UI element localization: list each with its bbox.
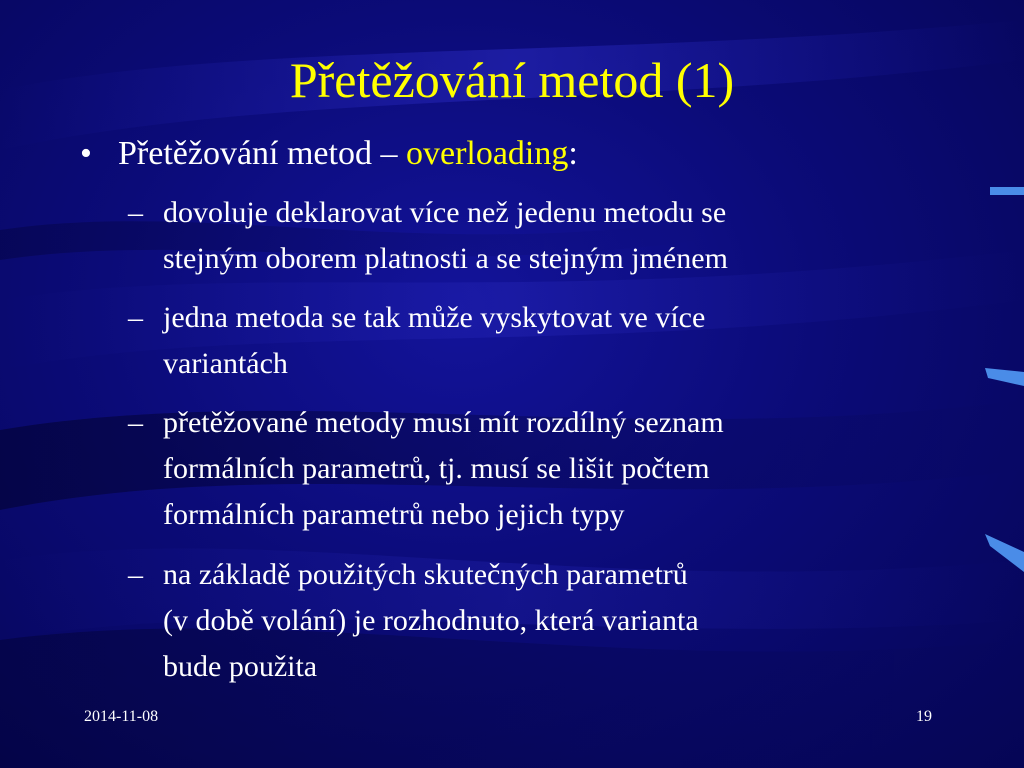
sub-bullet-dash: – xyxy=(128,406,143,439)
sub-bullet-line: formálních parametrů nebo jejich typy xyxy=(163,498,625,531)
sub-bullet xyxy=(128,552,928,690)
footer-page-number: 19 xyxy=(916,708,932,725)
main-bullet-text: Přetěžování metod – xyxy=(118,135,406,172)
bullet-marker: • xyxy=(80,135,92,172)
sub-bullet xyxy=(128,400,928,538)
slide-title: Přetěžování metod (1) xyxy=(289,52,735,108)
sub-bullet-line: na základě použitých skutečných parametrů xyxy=(163,558,688,591)
sub-bullet-dash: – xyxy=(128,301,143,334)
sub-bullet-line: stejným oborem platnosti a se stejným jménem xyxy=(163,242,728,275)
sub-bullet-line: formálních parametrů, tj. musí se lišit počtem xyxy=(163,452,710,485)
main-bullet xyxy=(80,132,578,176)
sub-bullet-dash: – xyxy=(128,196,143,229)
sub-bullet-line: variantách xyxy=(163,347,288,380)
footer-date: 2014-11-08 xyxy=(84,708,159,725)
sub-bullet-line: jedna metoda se tak může vyskytovat ve více xyxy=(163,301,706,334)
sub-bullet-line: přetěžované metody musí mít rozdílný seznam xyxy=(163,406,724,439)
sub-bullet-line: (v době volání) je rozhodnuto, která varianta xyxy=(163,604,699,637)
sub-bullet-dash: – xyxy=(128,558,143,591)
sub-bullet-line: dovoluje deklarovat více než jedenu metodu se xyxy=(163,196,727,229)
sub-bullet xyxy=(128,190,928,282)
main-bullet-suffix: : xyxy=(568,135,578,172)
main-bullet-accent: overloading xyxy=(405,135,569,172)
sub-bullet-line: bude použita xyxy=(163,650,318,683)
sub-bullet xyxy=(128,295,928,387)
